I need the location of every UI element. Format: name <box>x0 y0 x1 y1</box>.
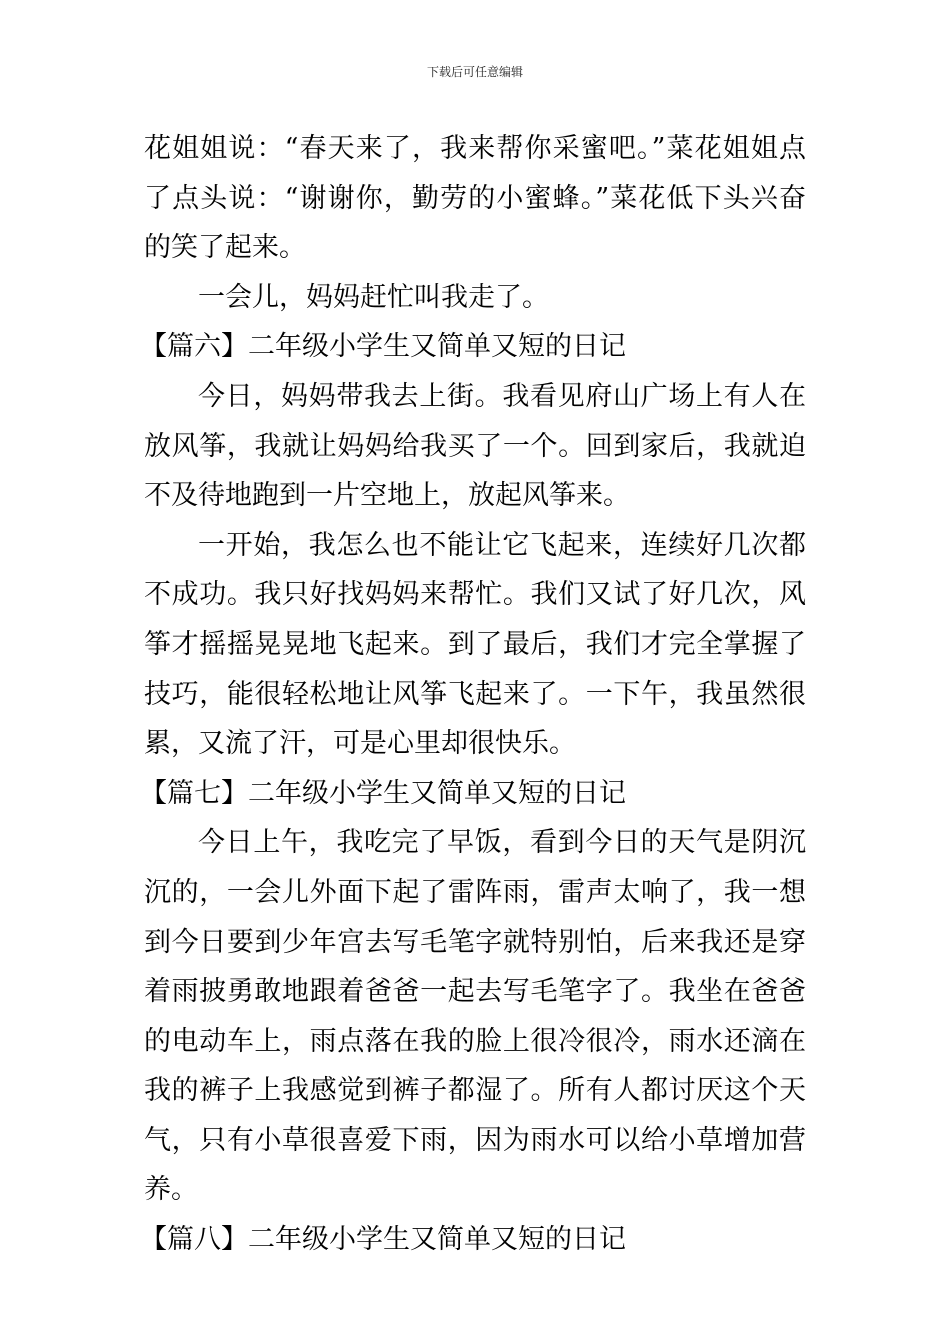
paragraph: 今日上午，我吃完了早饭，看到今日的天气是阴沉沉的，一会儿外面下起了雷阵雨，雷声太响了，我一想到今日要到少年宫去写毛笔字就特别怕，后来我还是穿着雨披勇敢地跟着爸爸一起去写毛笔字了。我坐在爸爸的电动车上，雨点落在我的脸上很冷很冷，雨水还滴在我的裤子上我感觉到裤子都湿了。所有人都讨厌这个天气，只有小草很喜爱下雨，因为雨水可以给小草增加营养。 <box>144 827 806 1206</box>
paragraph: 今日，妈妈带我去上街。我看见府山广场上有人在放风筝，我就让妈妈给我买了一个。回到家后，我就迫不及待地跑到一片空地上，放起风筝来。 <box>144 380 806 512</box>
paragraph: 一开始，我怎么也不能让它飞起来，连续好几次都不成功。我只好找妈妈来帮忙。我们又试了好几次，风筝才摇摇晃晃地飞起来。到了最后，我们才完全掌握了技巧，能很轻松地让风筝飞起来了。一下午，我虽然很累，又流了汗，可是心里却很快乐。 <box>144 529 806 760</box>
section-heading: 【篇八】二年级小学生又简单又短的日记 <box>140 1224 626 1256</box>
section-heading: 【篇七】二年级小学生又简单又短的日记 <box>140 777 626 809</box>
page-header: 下载后可任意编辑 <box>426 65 523 79</box>
paragraph: 花姐姐说：“春天来了，我来帮你采蜜吧。”菜花姐姐点了点头说：“谢谢你，勤劳的小蜜蜂。”菜花低下头兴奋的笑了起来。 <box>144 133 806 264</box>
section-heading: 【篇六】二年级小学生又简单又短的日记 <box>140 331 626 363</box>
document-body <box>140 124 806 1265</box>
paragraph: 一会儿，妈妈赶忙叫我走了。 <box>198 281 549 313</box>
